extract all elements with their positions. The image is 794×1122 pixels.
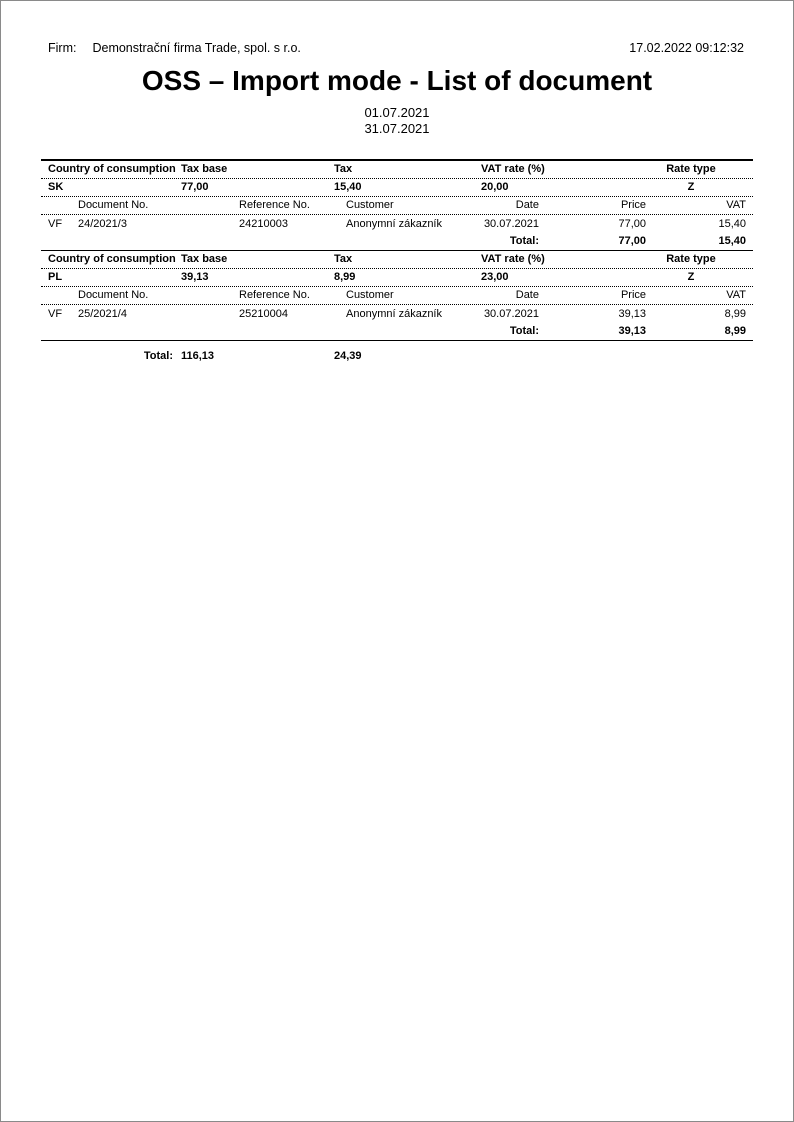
section-total-row [41, 233, 753, 251]
rate-type-value: Z [687, 181, 695, 193]
reference-no: 25210004 [239, 307, 288, 320]
section-total-row [41, 323, 753, 341]
tax-value: 15,40 [334, 181, 362, 193]
group-values-row [41, 269, 753, 287]
group-header-row [41, 251, 753, 269]
col-vat: VAT [726, 289, 746, 301]
document-no: 25/2021/4 [78, 307, 127, 320]
col-date: Date [515, 199, 539, 211]
section-total-label: Total: [509, 235, 539, 247]
country-section-sk [41, 161, 753, 251]
col-tax: Tax [334, 163, 353, 175]
period-from: 01.07.2021 [364, 105, 430, 120]
section-total-vat: 15,40 [718, 235, 746, 247]
document-header-row [41, 287, 753, 305]
firm-line [48, 41, 301, 55]
country-value: PL [48, 271, 63, 283]
document-header-row [41, 197, 753, 215]
vat-rate-value: 23,00 [481, 271, 509, 283]
col-document-no: Document No. [78, 199, 149, 211]
vat-rate-value: 20,00 [481, 181, 509, 193]
col-vat-rate: VAT rate (%) [481, 163, 545, 175]
doc-date: 30.07.2021 [483, 307, 539, 320]
country-value: SK [48, 181, 64, 193]
doc-price: 39,13 [618, 307, 646, 320]
col-tax-base: Tax base [181, 163, 228, 175]
grand-total-label: Total: [143, 349, 173, 362]
col-reference-no: Reference No. [239, 289, 310, 301]
customer: Anonymní zákazník [346, 217, 442, 230]
col-country-of-consumption: Country of consumption [48, 253, 176, 265]
document-row [41, 305, 753, 323]
doc-vat: 8,99 [724, 307, 746, 320]
doc-price: 77,00 [618, 217, 646, 230]
report-table [41, 159, 753, 365]
col-vat-rate: VAT rate (%) [481, 253, 545, 265]
group-header-row [41, 161, 753, 179]
period-to: 31.07.2021 [364, 121, 430, 136]
customer: Anonymní zákazník [346, 307, 442, 320]
grand-total-tax-base: 116,13 [181, 349, 215, 362]
tax-base-value: 77,00 [181, 181, 209, 193]
country-section-pl [41, 251, 753, 341]
section-total-label: Total: [509, 325, 539, 337]
col-rate-type: Rate type [666, 163, 716, 175]
col-customer: Customer [346, 199, 394, 211]
tax-base-value: 39,13 [181, 271, 209, 283]
col-tax: Tax [334, 253, 353, 265]
col-document-no: Document No. [78, 289, 149, 301]
grand-total-tax: 24,39 [334, 349, 362, 362]
document-no: 24/2021/3 [78, 217, 127, 230]
report-period [1, 105, 793, 137]
report-header [1, 1, 793, 55]
col-date: Date [515, 289, 539, 301]
group-values-row [41, 179, 753, 197]
section-total-vat: 8,99 [724, 325, 746, 337]
reference-no: 24210003 [239, 217, 288, 230]
doc-type: VF [48, 307, 63, 320]
print-timestamp: 17.02.2022 09:12:32 [629, 41, 744, 55]
col-tax-base: Tax base [181, 253, 228, 265]
col-price: Price [620, 289, 646, 301]
col-country-of-consumption: Country of consumption [48, 163, 176, 175]
doc-vat: 15,40 [718, 217, 746, 230]
grand-total-row [41, 347, 753, 365]
tax-value: 8,99 [334, 271, 356, 283]
doc-date: 30.07.2021 [483, 217, 539, 230]
section-total-price: 39,13 [618, 325, 646, 337]
document-row [41, 215, 753, 233]
col-customer: Customer [346, 289, 394, 301]
report-title: OSS – Import mode - List of document [141, 65, 653, 96]
col-vat: VAT [726, 199, 746, 211]
section-total-price: 77,00 [618, 235, 646, 247]
firm-name: Demonstrační firma Trade, spol. s r.o. [92, 41, 301, 55]
col-price: Price [620, 199, 646, 211]
rate-type-value: Z [687, 271, 695, 283]
doc-type: VF [48, 217, 63, 230]
col-rate-type: Rate type [666, 253, 716, 265]
firm-label: Firm: [48, 41, 77, 55]
col-reference-no: Reference No. [239, 199, 310, 211]
